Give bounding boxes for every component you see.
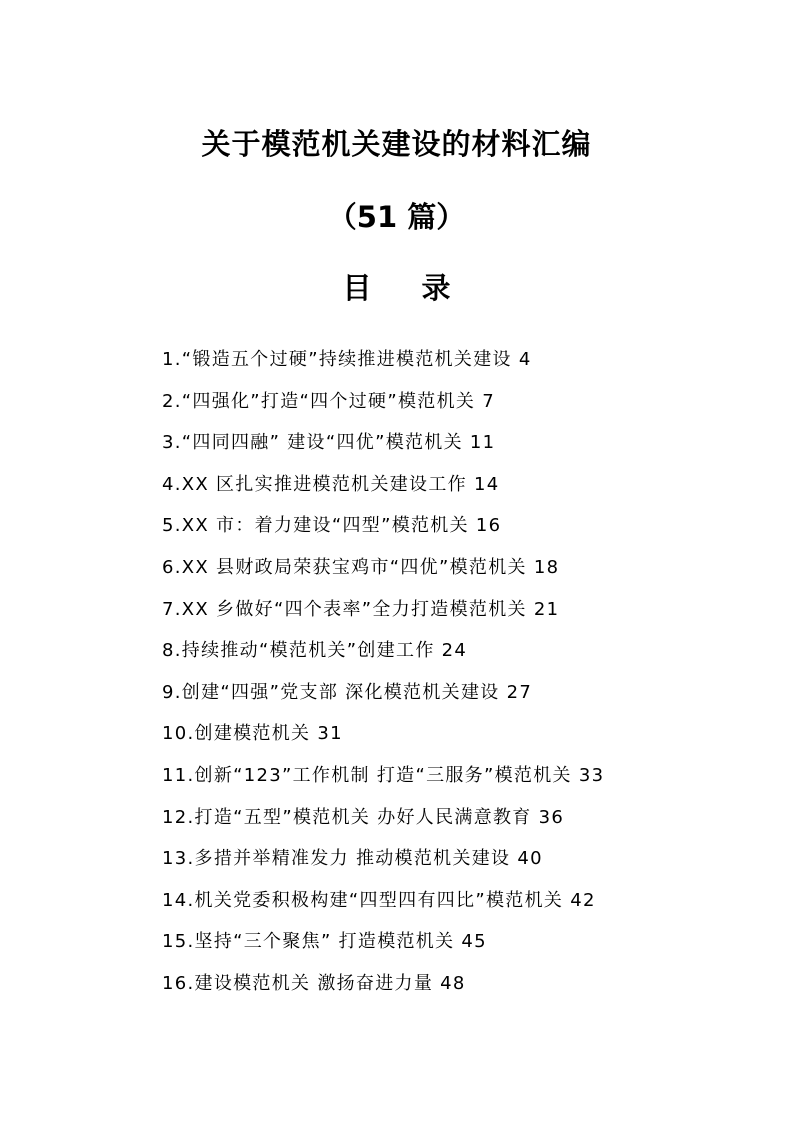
toc-item: 15.坚持“三个聚焦” 打造模范机关 45 [162,931,487,953]
toc-item: 9.创建“四强”党支部 深化模范机关建设 27 [162,681,533,703]
toc-item: 3.“四同四融” 建设“四优”模范机关 11 [162,432,496,454]
toc-item: 13.多措并举精准发力 推动模范机关建设 40 [162,848,543,870]
toc-item: 14.机关党委积极构建“四型四有四比”模范机关 42 [162,889,596,911]
document-title: 关于模范机关建设的材料汇编 [201,127,592,161]
toc-item: 1.“锻造五个过硬”持续推进模范机关建设 4 [162,349,532,370]
toc-item: 4.XX 区扎实推进模范机关建设工作 14 [162,473,500,495]
toc-item: 10.创建模范机关 31 [162,723,343,745]
toc-item: 16.建设模范机关 激扬奋进力量 48 [162,972,466,994]
toc-item: 12.打造“五型”模范机关 办好人民满意教育 36 [162,806,565,828]
toc-heading: 目 录 [342,271,471,305]
toc-item: 8.持续推动“模范机关”创建工作 24 [162,640,468,662]
toc-item: 7.XX 乡做好“四个表率”全力打造模范机关 21 [162,598,560,620]
toc-item: 11.创新“123”工作机制 打造“三服务”模范机关 33 [162,764,605,786]
article-count: （51 篇） [327,200,466,234]
toc-item: 2.“四强化”打造“四个过硬”模范机关 7 [162,390,495,412]
toc-item: 6.XX 县财政局荣获宝鸡市“四优”模范机关 18 [162,556,560,578]
toc-item: 5.XX 市：着力建设“四型”模范机关 16 [162,515,502,537]
table-of-contents [162,339,762,1005]
